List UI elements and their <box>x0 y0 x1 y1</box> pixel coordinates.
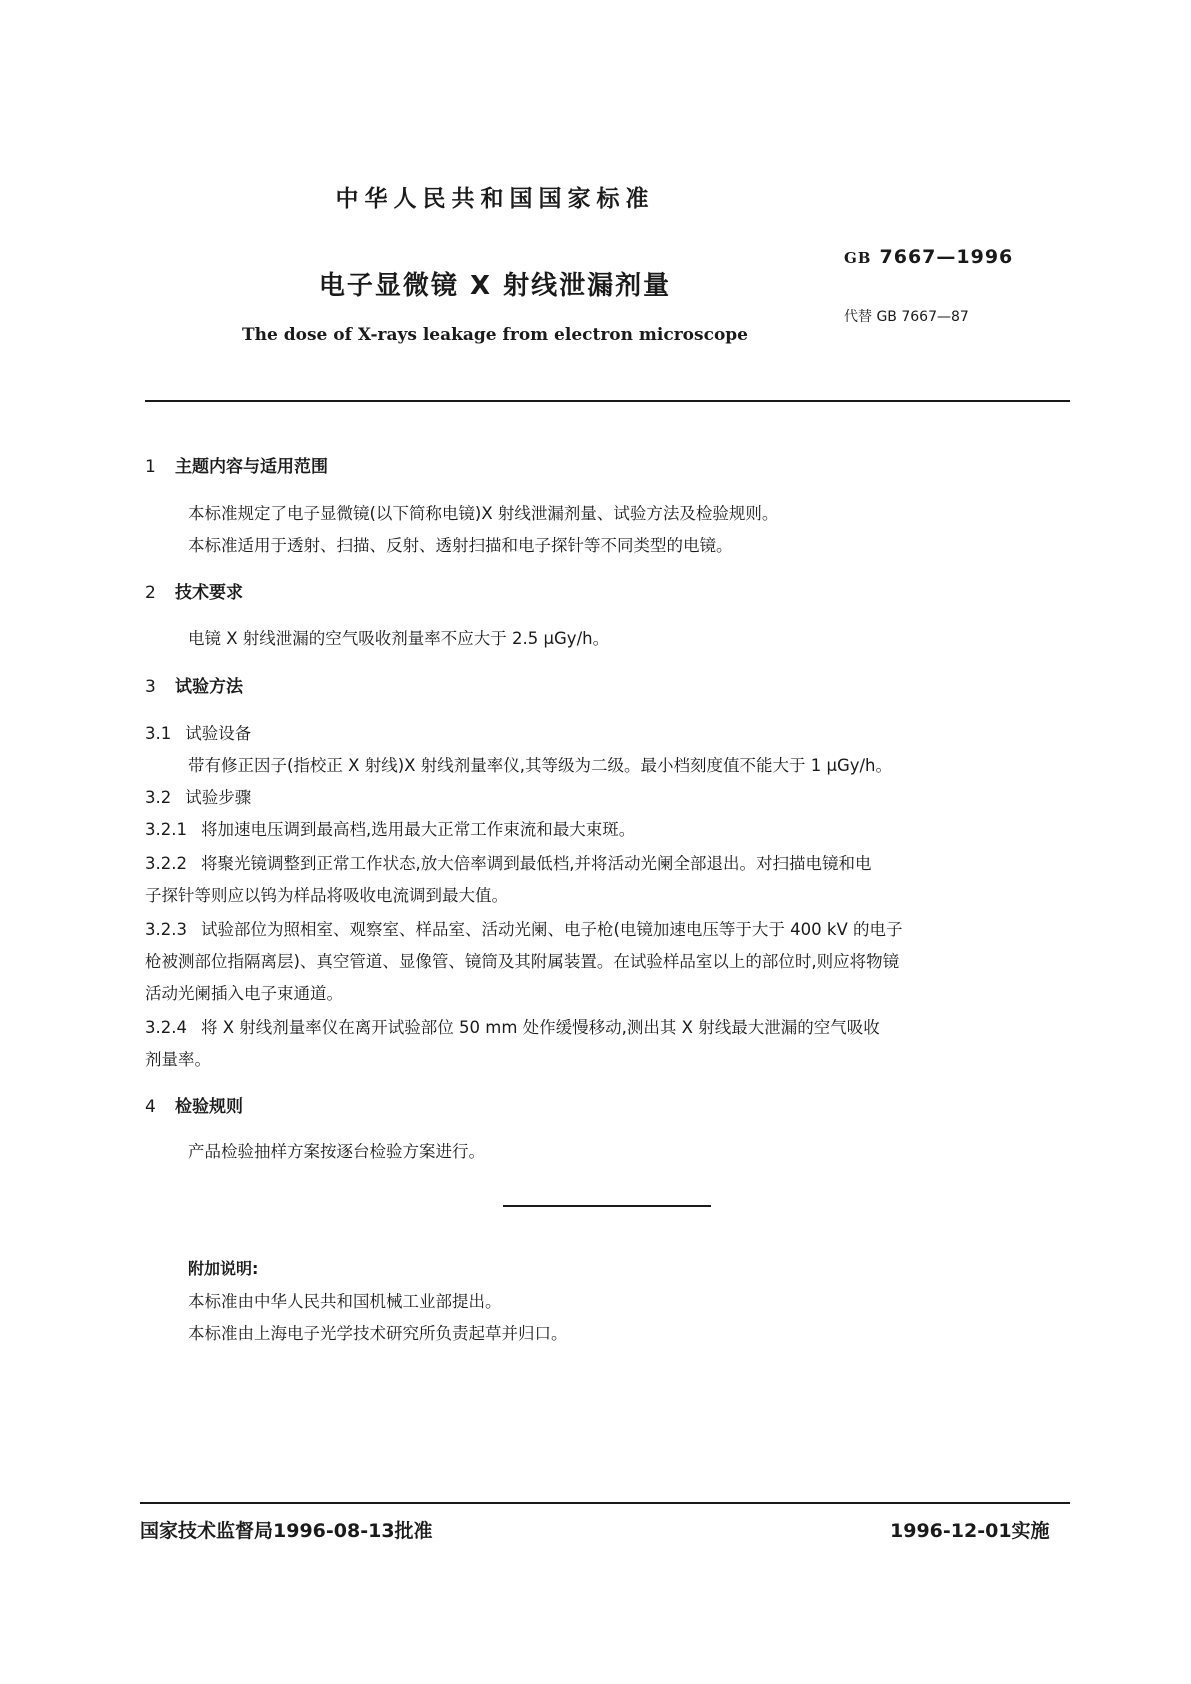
section-text: 将聚光镜调整到正常工作状态,放大倍率调到最低档,并将活动光阑全部退出。对扫描电镜和电 <box>200 854 872 873</box>
section-3-2-heading <box>145 784 251 808</box>
section-title: 检验规则 <box>175 1097 243 1117</box>
section-number: 3.1 <box>145 724 172 743</box>
section-number: 3 <box>145 677 156 697</box>
section-number: 2 <box>145 583 156 603</box>
standard-title-cn: 电子显微镜 X 射线泄漏剂量 <box>318 271 672 301</box>
footer-divider <box>140 1502 1070 1504</box>
section-3-2-1 <box>145 816 635 840</box>
section-number: 3.2.1 <box>145 820 187 839</box>
notes-line-2: 本标准由上海电子光学技术研究所负责起草并归口。 <box>188 1324 568 1343</box>
section-3-heading <box>145 672 243 697</box>
standard-title-en: The dose of X-rays leakage from electron microscope <box>242 325 748 345</box>
section-3-2-3-line-2: 枪被测部位指隔离层)、真空管道、显像管、镜筒及其附属装置。在试验样品室以上的部位时,则应将物镜 <box>145 952 900 971</box>
header-divider <box>145 400 1070 402</box>
national-standard-heading: 中华人民共和国国家标准 <box>335 186 655 212</box>
section-3-1-paragraph: 带有修正因子(指校正 X 射线)X 射线剂量率仪,其等级为二级。最小档刻度值不能大于 1 μGy/h。 <box>188 756 893 775</box>
section-number: 3.2.4 <box>145 1018 187 1037</box>
section-4-paragraph-1: 产品检验抽样方案按逐台检验方案进行。 <box>188 1142 485 1161</box>
section-number: 4 <box>145 1097 156 1117</box>
effective-date: 1996-12-01实施 <box>890 1520 1050 1542</box>
section-number: 3.2.3 <box>145 920 187 939</box>
section-3-2-4-line-1 <box>145 1014 880 1038</box>
standard-code: 7667—1996 <box>879 246 1014 268</box>
section-3-1-heading <box>145 720 251 744</box>
section-3-2-4-line-2: 剂量率。 <box>145 1050 211 1069</box>
section-title: 试验设备 <box>185 724 252 743</box>
section-3-2-3-line-3: 活动光阑插入电子束通道。 <box>145 984 343 1003</box>
end-divider <box>503 1205 711 1207</box>
section-2-paragraph-1: 电镜 X 射线泄漏的空气吸收剂量率不应大于 2.5 μGy/h。 <box>188 629 610 648</box>
section-text: 将加速电压调到最高档,选用最大正常工作束流和最大束斑。 <box>200 820 636 839</box>
section-3-2-3-line-1 <box>145 916 903 940</box>
section-3-2-2-line-2: 子探针等则应以钨为样品将吸收电流调到最大值。 <box>145 886 508 905</box>
section-4-heading <box>145 1092 243 1117</box>
notes-title: 附加说明: <box>188 1259 259 1278</box>
section-2-heading <box>145 578 243 603</box>
section-1-paragraph-2: 本标准适用于透射、扫描、反射、透射扫描和电子探针等不同类型的电镜。 <box>188 536 733 555</box>
replaces-note: 代替 GB 7667—87 <box>844 309 969 325</box>
section-number: 3.2 <box>145 788 172 807</box>
section-text: 试验部位为照相室、观察室、样品室、活动光阑、电子枪(电镜加速电压等于大于 400 kV 的电子 <box>200 920 903 939</box>
section-1-paragraph-1: 本标准规定了电子显微镜(以下简称电镜)X 射线泄漏剂量、试验方法及检验规则。 <box>188 504 779 523</box>
section-title: 试验方法 <box>175 677 243 697</box>
section-number: 3.2.2 <box>145 854 187 873</box>
approval-date: 国家技术监督局1996-08-13批准 <box>140 1520 433 1542</box>
section-title: 主题内容与适用范围 <box>175 457 328 477</box>
section-title: 试验步骤 <box>185 788 252 807</box>
notes-line-1: 本标准由中华人民共和国机械工业部提出。 <box>188 1292 502 1311</box>
standard-prefix: GB <box>844 249 872 267</box>
section-3-2-2-line-1 <box>145 850 871 874</box>
section-1-heading <box>145 452 328 477</box>
section-title: 技术要求 <box>175 583 243 603</box>
section-text: 将 X 射线剂量率仪在离开试验部位 50 mm 处作缓慢移动,测出其 X 射线最大泄漏的空气吸收 <box>200 1018 880 1037</box>
section-number: 1 <box>145 457 156 477</box>
